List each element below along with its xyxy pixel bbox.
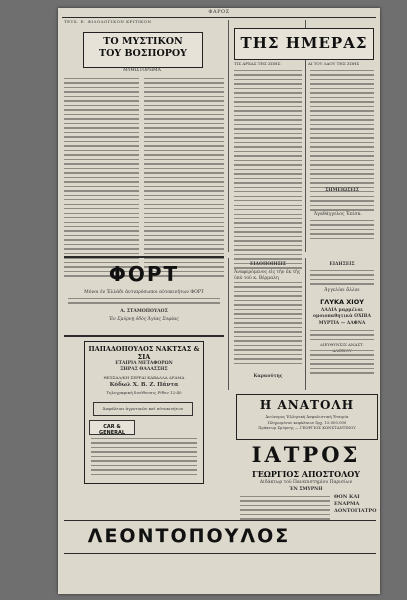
transport-inner-box <box>93 402 193 416</box>
ad-rule <box>64 256 224 258</box>
doctor-line1: Διδάκτωρ τοῦ Πανεπιστημίου Παρισίων <box>259 480 353 485</box>
serial-title-line2: ΤΟΥ ΒΟΣΠΟΡΟΥ <box>99 48 187 59</box>
fort-address: Ἐν Σμύρνῃ ὁδὸς Ἀγίας Σοφίας <box>109 317 179 322</box>
running-header: ΦΑΡΟΣ <box>208 9 230 15</box>
fort-line1: Μόνοι ἐν Ἑλλάδι ἀντιπρόσωποι αὐτοκινήτων ΦΟΡΤ <box>84 290 204 295</box>
serial-title-line1: ΤΟ ΜΥΣΤΙΚΟΝ <box>103 36 183 47</box>
section-label: ΤΕΥΧ. Ε. ΦΙΛΟΛΟΓΙΚΟΝ ΚΡΙΤΙΚΟΝ <box>64 19 152 24</box>
column-of-day-text-left <box>234 70 302 272</box>
right-notes-text <box>310 70 374 196</box>
header-rule <box>62 17 376 18</box>
column-of-day-left-sub: ΤΙΣ ΑΡΧΑΣ ΤΗΣ ΖΩΗΣ <box>234 61 281 66</box>
footer-rule <box>64 553 376 554</box>
column-divider <box>305 258 306 390</box>
right-notice: Ἀγγελίαι ἄλλαι <box>324 288 360 293</box>
doctor-body <box>240 496 330 523</box>
newspaper-page <box>58 8 380 594</box>
right-notes-heading: ΣΗΜΕΙΩΣΕΙΣ <box>325 188 359 193</box>
column-divider <box>228 258 229 390</box>
anatoli-line3: Πράκτωρ Σμύρνης — ΓΕΩΡΓΙΟΣ ΚΩΝΣΤΑΝΤΙΝΟΥ <box>258 425 356 430</box>
notices-heading: ΕΙΔΟΠΟΙΗΣΙΣ <box>250 262 286 267</box>
footer-rule <box>64 520 376 521</box>
transport-note: Ἀσφάλειαι ἀγροτικῶν καὶ αὐτοκινήτων <box>102 406 184 411</box>
transport-subtitle2: ΞΗΡΑΣ ΘΑΛΑΣΣΗΣ <box>120 366 168 372</box>
notices-intro: Ἀναφερόμενος εἰς τὴν ἐκ τῆς ὑπὸ τοῦ κ. Βέρμαλη <box>234 270 301 281</box>
doctor-line2: ἘΝ ΣΜΥΡΝΗ <box>289 487 323 492</box>
transport-line-a: Κόδωλ Χ. Β. Ζ. Πάντα <box>109 381 179 388</box>
anatoli-ad-box <box>236 394 378 440</box>
anatoli-title: Η ΑΝΑΤΟΛΗ <box>259 398 355 412</box>
notices-signed: Καραούτης <box>253 374 283 379</box>
right-notes-text-a: Ἀγαθάγγελος Ἐπίσκ. <box>314 212 362 217</box>
column-of-day-box <box>234 28 374 60</box>
doctor-side: ΘΟΝ ΚΑΙ ΕΝΑΡΜΑ ΔΟΝΤΟΓΙΑΤΡΟ <box>334 494 377 514</box>
right-notes-heading2: ΕΙΔΗΣΕΙΣ <box>329 262 355 267</box>
column-of-day-title: ΤΗΣ ΗΜΕΡΑΣ <box>240 34 368 52</box>
ad-rule <box>64 335 224 337</box>
transport-ad-box <box>84 341 204 484</box>
doctor-title: ΙΑΤΡΟΣ <box>251 442 361 467</box>
transport-company: ΠΑΠΑΔΟΠΟΥΛΟΣ ΝΑΚΤΣΑΣ & ΣΙΑ <box>88 345 200 361</box>
fort-body <box>68 298 220 307</box>
fort-brand: ΦΟΡΤ <box>108 262 180 286</box>
anatoli-line1: Ἀνώνυμος Ἑλληνικὴ Ἀσφαλιστικὴ Ἑταιρία <box>265 414 349 419</box>
right-notes-text-3 <box>310 220 374 242</box>
column-of-day-right-sub: ΑΙ ΤΟΥ ΛΑΟΥ ΤΗΣ ΖΩΗΣ <box>308 61 360 66</box>
glyka-line1: ΛΑΔΙΑ μαρμέλαι ομοιοπαθητικὰ ΟΧΙΒΑ <box>313 308 371 319</box>
transport-subtitle: ΕΤΑΙΡΙΑ ΜΕΤΑΦΟΡΩΝ <box>115 361 173 366</box>
serial-text-right <box>144 78 224 280</box>
serial-byline: ΜΥΘΙΣΤΟΡΗΜΑ <box>123 68 161 73</box>
transport-line-b: Τηλεγραφικὴ διεύθυνσις Ρίθεν 12-40 <box>106 390 182 395</box>
anatoli-line2: Πληρωμένον κεφάλαιον δρχ. 15.000.000 <box>267 419 347 425</box>
glyka-line2: ΜΥΡΤΙΑ — ΔΑΦΝΑ <box>318 321 366 326</box>
column-divider <box>228 20 229 252</box>
fort-agent: Α. ΣΤΑΜΟΠΟΥΛΟΣ <box>120 309 168 314</box>
transport-cities: ΘΕΣΣΑΛ/ΚΗ ΣΕΡΡΑΙ ΚΑΒΑΛΛΑ ΔΡΑΜΑ <box>103 375 185 380</box>
serial-text-left <box>64 78 139 280</box>
right-notes-text-4 <box>310 270 374 288</box>
glyka-contact: ΔΙΕΥΘΥΝΣΙΣ ΑΝΑΣΤ. <box>319 342 364 347</box>
serial-title-box <box>83 32 203 68</box>
footer-name: ΛΕΟΝΤΟΠΟΥΛΟΣ <box>87 525 291 547</box>
car-general-text: CAR & GENERAL <box>98 424 126 436</box>
doctor-name: ΓΕΩΡΓΙΟΣ ΑΠΟΣΤΟΛΟΥ <box>252 469 360 479</box>
notices-text <box>234 282 302 367</box>
car-general-logo <box>89 420 135 435</box>
glyka-title: ΓΛΥΚΑ ΧΙΟΥ <box>320 298 364 306</box>
glyka-body-2 <box>310 350 374 377</box>
transport-body <box>91 438 197 478</box>
